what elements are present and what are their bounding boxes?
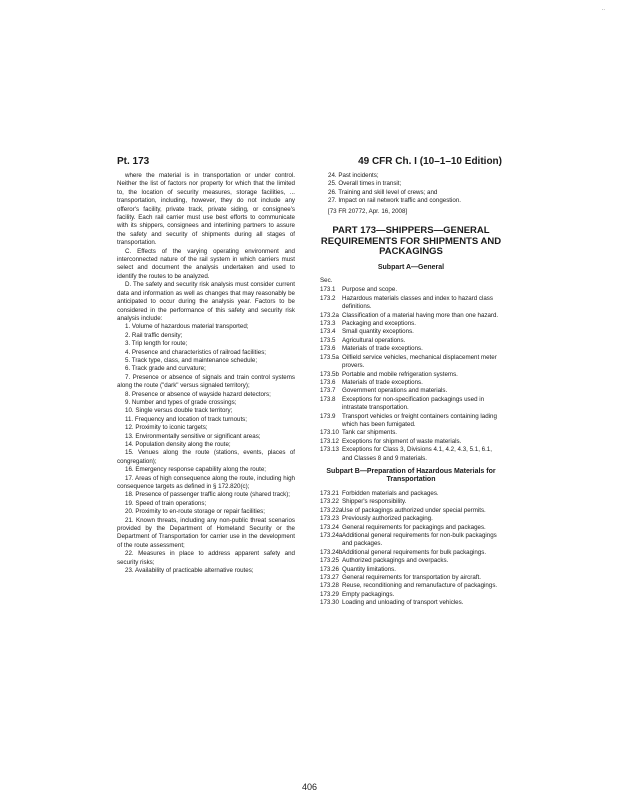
- body-paragraph: 22. Measures in place to address apparent safety and security risks;: [117, 550, 295, 566]
- right-column: [320, 172, 502, 608]
- body-paragraph: 13. Environmentally sensitive or significant areas;: [125, 432, 261, 440]
- toc-subpart-a: [320, 286, 502, 463]
- toc-section-title: Exceptions for non-specification packagings used in intrastate transportation.: [342, 395, 485, 412]
- toc-entry: [320, 429, 502, 437]
- body-paragraph: 23. Availability of practicable alternative routes;: [125, 567, 254, 575]
- toc-entry: [320, 286, 502, 294]
- toc-section-number: 173.10: [320, 429, 339, 437]
- toc-section-number: 173.26: [320, 565, 339, 573]
- toc-entry: [320, 566, 502, 574]
- body-paragraph: D. The safety and security risk analysis must consider current data and information as well as changes that may reasonably be anticipated to occur during the analysis year. Factors to be considered in the performance of this safety and security risk analysis include:: [117, 281, 295, 322]
- toc-entry: [320, 549, 502, 557]
- corner-mark: ..: [601, 6, 605, 12]
- body-paragraph: 17. Areas of high consequence along the route, including high consequence targets as defined in § 172.820(c);: [117, 474, 295, 491]
- toc-section-number: 173.1: [320, 286, 336, 294]
- toc-section-title: Exceptions for Class 3, Divisions 4.1, 4.2, 4.3, 5.1, 6.1, and Classes 8 and 9 materials.: [342, 446, 492, 462]
- body-paragraph: 5. Track type, class, and maintenance schedule;: [125, 356, 258, 364]
- running-header-edition: 49 CFR Ch. I (10–1–10 Edition): [358, 156, 502, 167]
- toc-section-number: 173.3: [320, 320, 336, 328]
- running-header-part: Pt. 173: [117, 156, 150, 167]
- toc-section-title: Additional general requirements for bulk packagings.: [342, 548, 487, 556]
- toc-section-number: 173.5a: [320, 353, 339, 361]
- toc-section-number: 173.6: [320, 345, 336, 353]
- toc-section-title: Materials of trade exceptions.: [342, 378, 423, 386]
- toc-entry: [320, 345, 502, 353]
- toc-section-number: 173.7: [320, 387, 336, 395]
- toc-section-title: General requirements for transportation by aircraft.: [342, 574, 481, 582]
- left-column: [117, 172, 295, 576]
- toc-section-title: Previously authorized packaging.: [342, 515, 433, 523]
- toc-entry: [320, 591, 502, 599]
- toc-entry: [320, 295, 502, 312]
- body-paragraph: 2. Rail traffic density;: [125, 331, 183, 339]
- toc-entry: [320, 337, 502, 345]
- factor-item: 24. Past incidents;: [328, 172, 379, 179]
- toc-section-number: 173.21: [320, 489, 339, 497]
- toc-section-number: 173.25: [320, 557, 339, 565]
- toc-entry: [320, 413, 502, 430]
- factor-item: 26. Training and skill level of crews; and: [328, 188, 438, 196]
- subpart-a-heading: Subpart A—General: [377, 263, 445, 271]
- toc-entry: [320, 354, 502, 371]
- body-paragraph: 21. Known threats, including any non-public threat scenarios provided by the Department of Homeland Security or the Department of Transportation for carrier use in the development of the route assessment;: [117, 516, 295, 549]
- body-paragraph: 15. Venues along the route (stations, events, places of congregation);: [117, 449, 295, 465]
- part-title: PART 173—SHIPPERS—GENERAL REQUIREMENTS FOR SHIPMENTS AND PACKAGINGS: [320, 225, 502, 258]
- toc-section-title: Oilfield service vehicles, mechanical displacement meter provers.: [342, 353, 497, 370]
- body-paragraph: 7. Presence or absence of signals and train control systems along the route ("dark" versus signaled territory);: [117, 373, 295, 390]
- toc-section-number: 173.22: [320, 498, 339, 506]
- subpart-b-heading: Subpart B—Preparation of Hazardous Materials for Transportation: [326, 467, 496, 484]
- toc-section-title: Reuse, reconditioning and remanufacture of packagings.: [342, 582, 498, 590]
- toc-section-number: 173.2: [320, 294, 336, 302]
- toc-section-title: Exceptions for shipment of waste materials.: [342, 437, 462, 445]
- factor-item: 25. Overall times in transit;: [328, 180, 402, 188]
- toc-entry: [320, 524, 502, 532]
- federal-register-citation: [73 FR 20772, Apr. 16, 2008]: [328, 207, 408, 215]
- toc-section-title: Use of packagings authorized under special permits.: [342, 506, 486, 514]
- toc-section-title: Authorized packagings and overpacks.: [342, 557, 449, 565]
- body-paragraph: 19. Speed of train operations;: [125, 499, 207, 507]
- toc-section-title: Purpose and scope.: [342, 286, 398, 294]
- toc-section-title: Portable and mobile refrigeration systems.: [342, 370, 458, 378]
- toc-entry: [320, 320, 502, 328]
- toc-section-number: 173.9: [320, 412, 336, 420]
- toc-section-number: 173.30: [320, 599, 339, 607]
- toc-entry: [320, 371, 502, 379]
- toc-section-number: 173.29: [320, 590, 339, 598]
- toc-entry: [320, 312, 502, 320]
- toc-section-number: 173.24b: [320, 548, 343, 556]
- body-paragraph: 12. Proximity to iconic targets;: [125, 424, 208, 432]
- toc-section-title: Shipper's responsibility.: [342, 498, 407, 506]
- body-paragraph: 14. Population density along the route;: [125, 441, 231, 448]
- body-paragraph: 3. Trip length for route;: [125, 340, 188, 348]
- toc-entry: [320, 599, 502, 607]
- body-paragraph: 18. Presence of passenger traffic along route (shared track);: [125, 491, 290, 499]
- body-paragraph: C. Effects of the varying operating environment and interconnected nature of the rail system in which carriers must select and document the analysis undertaken and used to identify the routes to be analyzed.: [117, 247, 295, 280]
- body-paragraph: 16. Emergency response capability along the route;: [125, 466, 267, 474]
- toc-section-number: 173.2a: [320, 311, 339, 319]
- toc-entry: [320, 379, 502, 387]
- toc-entry: [320, 507, 502, 515]
- toc-section-title: Tank car shipments.: [342, 429, 398, 437]
- toc-section-number: 173.23: [320, 515, 339, 523]
- body-paragraph: 4. Presence and characteristics of railroad facilities;: [125, 348, 267, 356]
- toc-section-title: Agricultural operations.: [342, 336, 406, 344]
- toc-section-title: Hazardous materials classes and index to hazard class definitions.: [342, 294, 493, 311]
- toc-entry: [320, 557, 502, 565]
- factor-list-continued: [320, 172, 502, 206]
- body-paragraph: 6. Track grade and curvature;: [125, 365, 206, 373]
- toc-entry: [320, 498, 502, 506]
- toc-section-number: 173.8: [320, 395, 336, 403]
- toc-section-title: Quantity limitations.: [342, 565, 396, 573]
- body-paragraph: 8. Presence or absence of wayside hazard detectors;: [125, 390, 271, 398]
- toc-sec-label: Sec.: [320, 277, 333, 285]
- toc-section-number: 173.5b: [320, 370, 339, 378]
- toc-entry: [320, 582, 502, 590]
- body-paragraph: 11. Frequency and location of track turnouts;: [125, 415, 247, 423]
- toc-section-title: Loading and unloading of transport vehicles.: [342, 599, 464, 607]
- body-paragraph: 1. Volume of hazardous material transported;: [125, 323, 249, 331]
- toc-section-number: 173.24a: [320, 532, 343, 539]
- toc-section-number: 173.13: [320, 446, 339, 454]
- toc-section-number: 173.22a: [320, 506, 343, 514]
- toc-section-number: 173.27: [320, 574, 339, 582]
- toc-section-number: 173.6: [320, 378, 336, 386]
- toc-section-title: Government operations and materials.: [342, 387, 448, 395]
- toc-section-number: 173.5: [320, 336, 336, 344]
- toc-entry: [320, 446, 502, 463]
- toc-subpart-b: [320, 490, 502, 608]
- body-paragraph: where the material is in transportation or under control. Neither the list of factors nor property for which that the limited to, the location of security measures, storage facilities, ... transportation, including, however, they do not include any offeror's facility, private track, private siding, or consignee's facility. Each rail carrier must use best efforts to communicate with its shippers, consignees and interlining partners to assure the safety and security of shipments during all stages of transportation.: [117, 172, 295, 247]
- toc-entry: [320, 574, 502, 582]
- toc-section-title: Small quantity exceptions.: [342, 328, 414, 336]
- toc-entry: [320, 387, 502, 395]
- toc-section-title: Additional general requirements for non-bulk packagings and packages.: [342, 532, 497, 548]
- toc-section-title: Empty packagings.: [342, 590, 395, 598]
- toc-entry: [320, 328, 502, 336]
- toc-section-title: Packaging and exceptions.: [342, 320, 416, 328]
- body-paragraph: 9. Number and types of grade crossings;: [125, 398, 237, 406]
- toc-section-number: 173.28: [320, 582, 339, 590]
- toc-section-number: 173.12: [320, 437, 339, 445]
- toc-section-title: Forbidden materials and packages.: [342, 489, 439, 497]
- toc-section-title: General requirements for packagings and packages.: [342, 523, 486, 531]
- page-number: 406: [301, 782, 318, 792]
- toc-entry: [320, 396, 502, 413]
- toc-entry: [320, 532, 502, 549]
- body-paragraph: 10. Single versus double track territory;: [125, 407, 233, 415]
- toc-entry: [320, 515, 502, 523]
- toc-section-title: Transport vehicles or freight containers containing lading which has been fumigated.: [342, 412, 497, 428]
- body-paragraph: 20. Proximity to en-route storage or repair facilities;: [125, 508, 265, 516]
- toc-section-number: 173.4: [320, 328, 336, 336]
- toc-section-title: Materials of trade exceptions.: [342, 345, 423, 353]
- toc-section-title: Classification of a material having more than one hazard.: [342, 311, 499, 319]
- factor-item: 27. Impact on rail network traffic and congestion.: [328, 197, 461, 205]
- toc-entry: [320, 490, 502, 498]
- toc-entry: [320, 438, 502, 446]
- toc-section-number: 173.24: [320, 523, 339, 531]
